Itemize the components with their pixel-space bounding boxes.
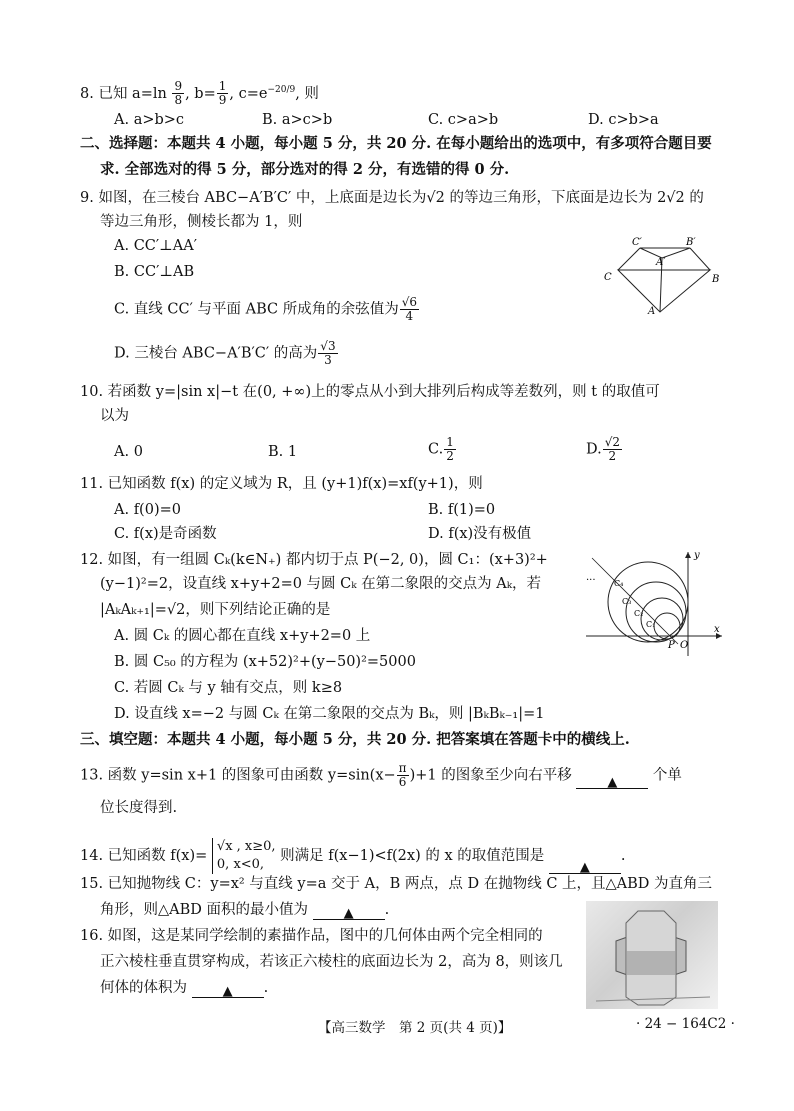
section2-heading: 二、选择题：本题共 4 小题，每小题 5 分，共 20 分. 在每小题给出的选项中，有多项符合题目要 [80, 135, 712, 152]
q10-option-b: B. 1 [268, 444, 298, 460]
q8-stem: 8. 已知 a=ln $\frac{9}{8}$ , b= $\frac{1}{9}$ , $c=e^{-20/9}$, 则 [80, 79, 319, 108]
frustum-figure [598, 232, 728, 318]
q15-answer-blank[interactable]: ▲ [313, 903, 385, 920]
label-o: O [680, 640, 689, 651]
hexagonal-prism-sketch [586, 901, 718, 1009]
q9-option-b: B. CC′⊥AB [114, 264, 195, 280]
q10-option-d: D. $\frac{√2}{2}$ [586, 435, 620, 463]
q16-stem: 16. 如图，这是某同学绘制的素描作品，图中的几何体由两个完全相同的 [80, 928, 543, 944]
q11-stem: 11. 已知函数 f(x) 的定义域为 R，且 (y+1)f(x)=xf(y+1)，则 [80, 476, 483, 492]
exam-code: · 24 − 164C2 · [636, 1016, 735, 1032]
q11-option-b: B. f(1)=0 [428, 502, 496, 518]
label-c3: C₃ [622, 597, 632, 606]
q8-option-a: A. a>b>c [114, 112, 185, 128]
q9-option-d: D. 三棱台 ABC−A′B′C′ 的高为 $\frac{√3}{3}$ [114, 339, 336, 367]
q12-option-d: D. 设直线 x=−2 与圆 Cₖ 在第二象限的交点为 Bₖ，则 |BₖBₖ₋₁|=1 [114, 706, 545, 722]
q16-stem-cont: 正六棱柱垂直贯穿构成，若该正六棱柱的底面边长为 2，高为 8，则该几 [100, 954, 563, 970]
label-x-axis: x [714, 624, 720, 635]
page-footer: 【高三数学 第 2 页(共 4 页)】 [318, 1020, 512, 1036]
label-c4: C₄ [614, 579, 624, 588]
label-b-prime: B′ [686, 237, 696, 248]
q9-option-c: C. 直线 CC′ 与平面 ABC 所成角的余弦值为 $\frac{√6}{4}$ [114, 295, 417, 323]
q9-stem-cont: 等边三角形，侧棱长都为 1，则 [100, 214, 303, 230]
q8-frac-a: $\frac{9}{8}$ [174, 79, 183, 108]
q8-option-d: D. c>b>a [588, 112, 659, 128]
label-b: B [712, 274, 720, 285]
q11-option-d: D. f(x)没有极值 [428, 526, 532, 542]
q10-stem-cont: 以为 [100, 408, 129, 424]
q15-stem-cont: 角形，则△ABD 面积的最小值为 ▲ . [100, 902, 390, 921]
q9-option-a: A. CC′⊥AA′ [114, 238, 198, 254]
section3-heading: 三、填空题：本题共 4 小题，每小题 5 分，共 20 分. 把答案填在答题卡中的横线上. [80, 731, 630, 748]
q12-stem-cont2: |AₖAₖ₊₁|=√2，则下列结论正确的是 [100, 602, 331, 618]
q14-piecewise: √x , x≥0, 0, x<0, [212, 838, 276, 874]
q13-answer-blank[interactable]: ▲ [576, 772, 648, 789]
label-c-prime: C′ [632, 237, 642, 248]
label-a-prime: A′ [656, 257, 666, 268]
q15-stem: 15. 已知抛物线 C：y=x² 与直线 y=a 交于 A，B 两点，点 D 在抛物线 C 上，且△ABD 为直角三 [80, 876, 713, 892]
label-y-axis: y [694, 550, 700, 561]
label-c: C [604, 272, 612, 283]
q11-option-a: A. f(0)=0 [114, 502, 181, 518]
q16-stem-cont2: 何体的体积为 ▲ . [100, 980, 269, 999]
q10-option-a: A. 0 [114, 444, 143, 460]
q12-option-a: A. 圆 Cₖ 的圆心都在直线 x+y+2=0 上 [114, 628, 371, 644]
q16-answer-blank[interactable]: ▲ [192, 981, 264, 998]
q14-stem: 14. 已知函数 f(x)= √x , x≥0, 0, x<0, 则满足 f(x−1)<f(2x) 的 x 的取值范围是 ▲. [80, 839, 626, 875]
label-ellipsis: ... [586, 572, 596, 583]
label-p: P [668, 640, 675, 651]
q10-option-c: C. $\frac{1}{2}$ [428, 435, 454, 463]
q11-option-c: C. f(x)是奇函数 [114, 526, 217, 542]
q10-stem: 10. 若函数 y=|sin x|−t 在(0, +∞)上的零点从小到大排列后构成等差数列，则 t 的取值可 [80, 384, 660, 400]
q14-answer-blank[interactable]: ▲ [549, 857, 621, 874]
circles-figure [584, 548, 724, 658]
q8-option-b: B. a>c>b [262, 112, 333, 128]
q8-option-c: C. c>a>b [428, 112, 499, 128]
q12-option-c: C. 若圆 Cₖ 与 y 轴有交点，则 k≥8 [114, 680, 343, 696]
q13-stem-cont: 位长度得到. [100, 800, 178, 816]
q12-option-b: B. 圆 C₅₀ 的方程为 (x+52)²+(y−50)²=5000 [114, 654, 416, 670]
section2-heading-cont: 求. 全部选对的得 5 分，部分选对的得 2 分，有选错的得 0 分. [100, 161, 510, 178]
q13-stem: 13. 函数 y=sin x+1 的图象可由函数 y=sin(x− $\frac{\pi}{6}$ )+1 的图象至少向右平移 ▲ 个单 [80, 761, 682, 790]
label-c2: C₂ [634, 609, 644, 618]
label-a: A [648, 306, 656, 317]
q9-stem: 9. 如图，在三棱台 ABC−A′B′C′ 中，上底面是边长为√2 的等边三角形，下底面是边长为 2√2 的 [80, 190, 704, 206]
label-c1: C₁ [646, 620, 656, 629]
q12-stem: 12. 如图，有一组圆 Cₖ(k∈N₊) 都内切于点 P(−2, 0)，圆 C₁：(x+3)²+ [80, 552, 548, 568]
q12-stem-cont: (y−1)²=2，设直线 x+y+2=0 与圆 Cₖ 在第二象限的交点为 Aₖ，若 [100, 576, 542, 592]
q8-frac-b: $\frac{1}{9}$ [218, 79, 227, 108]
sketch-drawing [586, 901, 718, 1009]
